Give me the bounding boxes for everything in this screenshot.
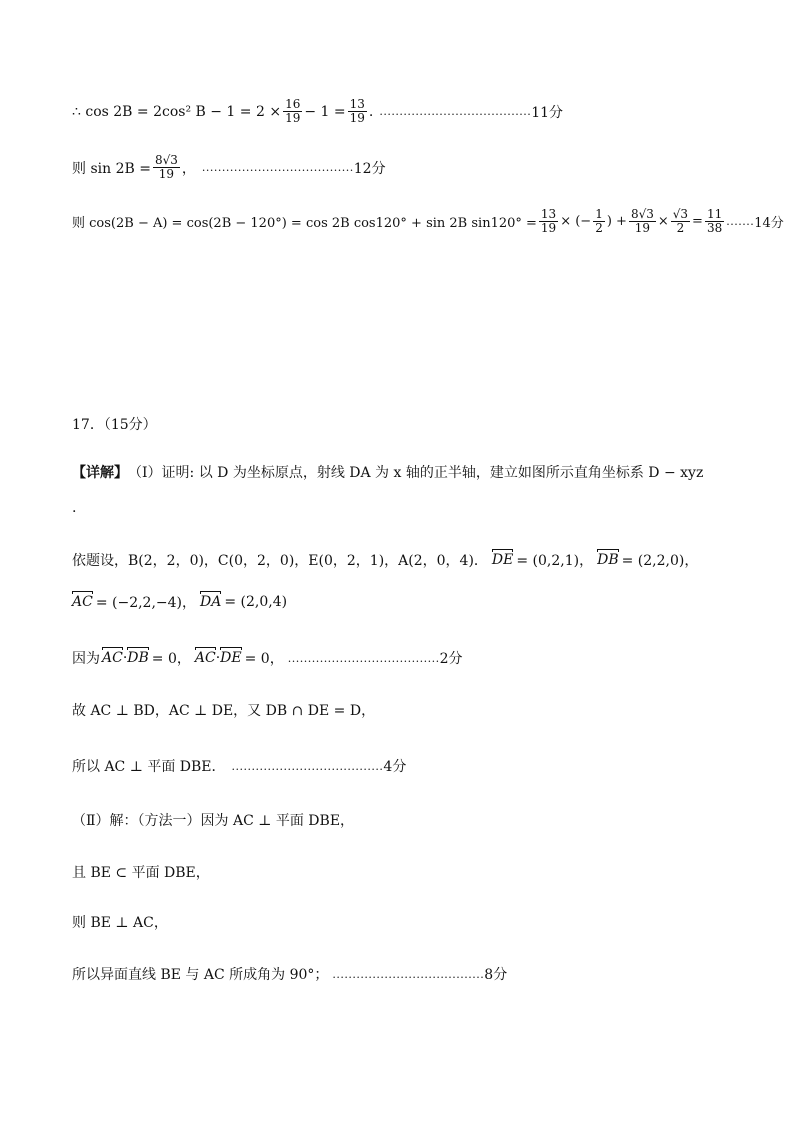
vector-ac: AC xyxy=(72,594,93,610)
coords-line-2: AC = (−2,2,−4)， DA = (2,0,4) xyxy=(72,594,288,611)
score-label: 12分 xyxy=(353,160,386,177)
vector-de: DE xyxy=(220,650,242,666)
line-cos2b-a xyxy=(72,208,784,235)
line-cos2b xyxy=(72,98,563,125)
leader-dots: ...................................... xyxy=(379,105,532,118)
then-line: 则 BE ⊥ AC， xyxy=(72,915,168,931)
coords-line: 依题设，B(2，2，0)，C(0，2，0)，E(0，2，1)，A(2，0，4)． DE = (0,2,1)， DB = (2,2,0)， xyxy=(72,552,699,569)
fraction: $\frac{1}{2}$ xyxy=(595,207,603,235)
vector-db: DB xyxy=(597,552,619,568)
detail-text: （Ⅰ）证明: 以 D 为坐标原点，射线 DA 为 x 轴的正半轴，建立如图所示直角坐标系 D − xyz xyxy=(128,465,704,481)
and-line: 且 BE ⊂ 平面 DBE， xyxy=(72,865,210,881)
expr-text: ) + xyxy=(606,214,627,229)
fraction: $\frac{8√3}{19}$ xyxy=(154,153,178,181)
coords-text: 依题设，B(2，2，0)，C(0，2，0)，E(0，2，1)，A(2，0，4)． xyxy=(72,553,488,569)
fraction: $\frac{√3}{2}$ xyxy=(672,207,689,235)
expr-text: × (− xyxy=(560,214,592,229)
leader-dots: ...................................... xyxy=(332,967,485,981)
expr-text: ∴ cos 2B = 2cos² B − 1 = 2 × xyxy=(72,103,282,120)
expr-text: 则 cos(2B − A) = cos(2B − 120°) = cos 2B cos120° + sin 2B sin120° = xyxy=(72,216,537,231)
vector-ac: AC xyxy=(102,650,123,666)
fraction: $\frac{11}{38}$ xyxy=(706,207,723,235)
score-label: 11分 xyxy=(531,104,564,121)
leader-dots: ....... xyxy=(726,215,755,228)
expr-text: 则 sin 2B = xyxy=(72,160,151,177)
leader-dots: ...................................... xyxy=(231,759,384,773)
expr-text: = xyxy=(692,214,703,229)
vector-de: DE xyxy=(491,552,514,568)
score-label: 4分 xyxy=(383,759,407,775)
therefore-line: 故 AC ⊥ BD，AC ⊥ DE，又 DB ∩ DE = D， xyxy=(72,703,376,719)
part2-line: （Ⅱ）解：（方法一）因为 AC ⊥ 平面 DBE， xyxy=(72,813,355,829)
question-title: 17．（15分） xyxy=(72,417,157,433)
conclusion-line: 所以 AC ⊥ 平面 DBE． ...................................... 4分 xyxy=(72,756,406,776)
vector-da1: DA xyxy=(200,594,222,610)
fraction: $\frac{13}{19}$ xyxy=(349,97,365,125)
fraction: $\frac{13}{19}$ xyxy=(540,207,557,235)
leader-dots: ...................................... xyxy=(287,651,440,665)
because-line: 因为 AC · DB = 0， AC · DE = 0， ...................................... 2分 xyxy=(72,650,463,667)
detail-label: 【详解】 xyxy=(72,465,128,481)
score-label: 8分 xyxy=(484,967,508,983)
score-label: 14分 xyxy=(754,216,784,231)
expr-text: × xyxy=(657,214,669,229)
vector-ac: AC xyxy=(194,650,216,666)
vector-db: DB xyxy=(127,650,149,666)
detail-period: . xyxy=(72,500,77,516)
period: . xyxy=(368,103,374,120)
line-sin2b xyxy=(72,154,386,181)
fraction: $\frac{8√3}{19}$ xyxy=(630,207,654,235)
final-line: 所以异面直线 BE 与 AC 所成角为 90°； ...................................... 8分 xyxy=(72,964,507,984)
fraction: $\frac{16}{19}$ xyxy=(285,97,301,125)
expr-text: − 1 = xyxy=(304,103,346,120)
leader-dots: ...................................... xyxy=(201,161,354,174)
comma: ， xyxy=(181,160,196,177)
detail-line xyxy=(72,462,703,482)
score-label: 2分 xyxy=(439,651,463,667)
